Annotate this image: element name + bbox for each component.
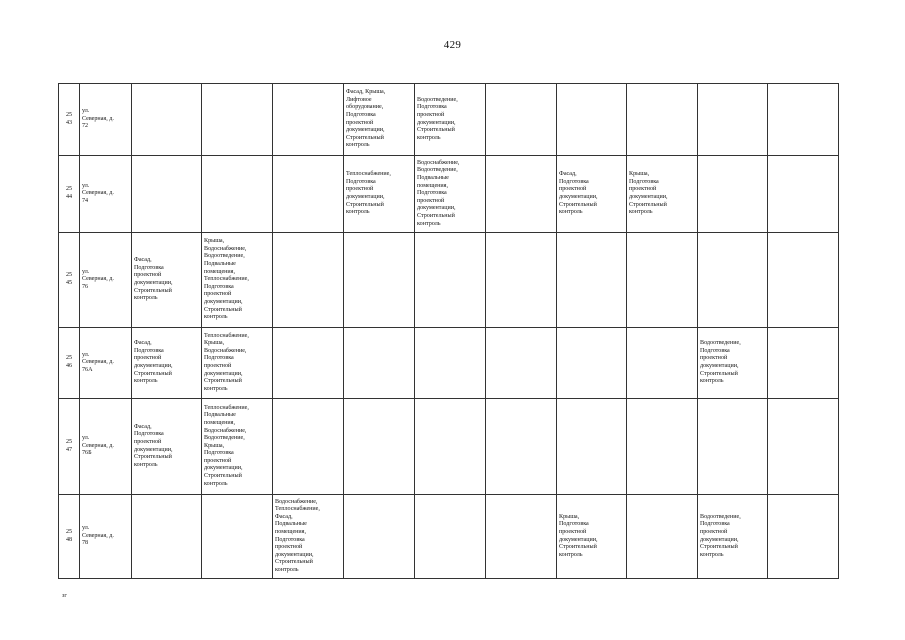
- work-line: Подвальные: [204, 412, 236, 419]
- work-cell: [768, 399, 839, 495]
- work-line: Водоснабжение,: [275, 498, 318, 505]
- work-cell: [132, 233, 202, 328]
- address-line: 76А: [82, 366, 93, 373]
- work-line: Крыша,: [629, 171, 650, 178]
- row-number-bottom: 45: [65, 280, 73, 286]
- work-line: контроль: [417, 220, 441, 227]
- work-line: контроль: [700, 551, 724, 558]
- address-cell: [80, 328, 132, 399]
- work-cell: [202, 156, 273, 233]
- row-number-top: 25: [65, 111, 73, 118]
- work-line: Подготовка: [346, 178, 376, 185]
- table-row: [59, 328, 839, 399]
- work-line: Подготовка: [417, 104, 447, 111]
- work-line: Водоснабжение,: [204, 427, 247, 434]
- work-line: Подготовка: [700, 521, 730, 528]
- work-line: Строительный: [559, 544, 597, 551]
- row-number-bottom: 48: [65, 536, 73, 543]
- row-number-cell: [59, 399, 80, 495]
- work-cell: [344, 399, 415, 495]
- work-cell: [344, 156, 415, 233]
- row-number-bottom: 44: [65, 194, 73, 200]
- work-line: контроль: [134, 295, 158, 302]
- work-line: контроль: [346, 142, 370, 149]
- address-line: Северная, д.: [82, 359, 114, 366]
- work-line: Фасад,: [275, 513, 293, 520]
- work-line: документации,: [346, 194, 385, 200]
- work-cell: [768, 156, 839, 233]
- work-line: Крыша,: [559, 513, 580, 520]
- work-line: проектной: [204, 363, 232, 369]
- work-cell: [273, 495, 344, 579]
- work-line: контроль: [275, 566, 299, 573]
- work-line: Водоотведение,: [700, 513, 741, 520]
- work-cell: [698, 156, 768, 233]
- work-line: Подготовка: [134, 264, 164, 271]
- work-cell: [698, 233, 768, 328]
- work-cell: [415, 156, 486, 233]
- work-line: контроль: [629, 209, 653, 216]
- row-number-cell: [59, 495, 80, 579]
- work-line: Строительный: [417, 212, 455, 219]
- work-line: оборудование,: [346, 104, 384, 111]
- work-line: Строительный: [700, 370, 738, 377]
- work-cell: [627, 84, 698, 156]
- work-line: проектной: [629, 186, 657, 193]
- work-line: проектной: [417, 197, 445, 204]
- address-line: 76Б: [82, 450, 92, 457]
- work-cell: [557, 84, 627, 156]
- work-line: Водоотведение,: [204, 253, 245, 260]
- work-line: Фасад,: [134, 257, 152, 264]
- work-cell: [202, 399, 273, 495]
- address-line: ул.: [82, 351, 90, 358]
- work-line: контроль: [204, 385, 228, 392]
- address-line: 74: [82, 197, 89, 204]
- work-line: контроль: [204, 480, 228, 487]
- address-line: ул.: [82, 525, 90, 532]
- work-line: Подготовка: [559, 178, 589, 185]
- work-cell: [486, 233, 557, 328]
- work-line: Теплоснабжение,: [346, 171, 391, 178]
- work-cell: [557, 399, 627, 495]
- address-line: ул.: [82, 108, 90, 115]
- work-cell: [557, 156, 627, 233]
- row-number-cell: [59, 328, 80, 399]
- address-line: ул.: [82, 268, 90, 275]
- work-line: контроль: [559, 209, 583, 216]
- work-cell: [132, 156, 202, 233]
- work-line: Подготовка: [134, 347, 164, 354]
- work-cell: [202, 495, 273, 579]
- work-line: Подготовка: [134, 431, 164, 438]
- work-line: контроль: [559, 551, 583, 558]
- work-line: документации,: [417, 119, 456, 126]
- address-line: 78: [82, 540, 89, 547]
- row-number-cell: [59, 84, 80, 156]
- work-line: проектной: [134, 272, 162, 279]
- work-line: проектной: [700, 355, 728, 362]
- footer-mark: зг: [62, 593, 67, 599]
- work-cell: [415, 495, 486, 579]
- capital-repair-schedule-table: [58, 83, 839, 579]
- work-line: Подготовка: [204, 283, 234, 290]
- work-cell: [273, 156, 344, 233]
- row-number-bottom: 47: [65, 446, 73, 453]
- work-cell: [627, 495, 698, 579]
- work-cell: [698, 495, 768, 579]
- work-cell: [698, 399, 768, 495]
- work-line: Подготовка: [275, 536, 305, 543]
- row-number-cell: [59, 233, 80, 328]
- work-cell: [486, 495, 557, 579]
- work-line: Водоотведение,: [417, 167, 458, 174]
- work-cell: [627, 233, 698, 328]
- work-line: Строительный: [417, 127, 455, 134]
- work-line: контроль: [346, 209, 370, 216]
- work-line: контроль: [134, 461, 158, 468]
- work-line: Водоснабжение,: [204, 347, 247, 354]
- work-line: Подготовка: [204, 450, 234, 457]
- address-cell: [80, 156, 132, 233]
- row-number-top: 25: [65, 438, 73, 445]
- work-cell: [486, 156, 557, 233]
- work-cell: [202, 84, 273, 156]
- work-line: Теплоснабжение,: [275, 506, 320, 513]
- work-line: документации,: [700, 536, 739, 543]
- work-line: документации,: [134, 363, 173, 369]
- work-line: Строительный: [629, 201, 667, 208]
- work-line: Водоотведение,: [700, 340, 741, 347]
- work-cell: [132, 328, 202, 399]
- work-line: Теплоснабжение,: [204, 276, 249, 283]
- address-cell: [80, 84, 132, 156]
- work-cell: [202, 328, 273, 399]
- work-cell: [698, 328, 768, 399]
- work-cell: [132, 84, 202, 156]
- address-line: 72: [82, 123, 89, 130]
- page-number: 429: [443, 39, 462, 51]
- work-cell: [768, 495, 839, 579]
- table-row: [59, 495, 839, 579]
- address-line: 76: [82, 283, 89, 290]
- work-cell: [768, 328, 839, 399]
- work-cell: [273, 84, 344, 156]
- work-line: документации,: [559, 194, 598, 200]
- work-line: проектной: [559, 186, 587, 193]
- work-line: Подготовка: [417, 190, 447, 197]
- row-number-bottom: 43: [65, 119, 73, 126]
- work-line: документации,: [204, 370, 243, 377]
- work-line: Подготовка: [700, 347, 730, 354]
- table-body: [59, 84, 839, 579]
- address-line: Северная, д.: [82, 115, 114, 122]
- work-line: Подготовка: [629, 178, 659, 185]
- row-number-bottom: 46: [65, 363, 73, 369]
- work-line: документации,: [134, 280, 173, 286]
- work-line: контроль: [134, 378, 158, 385]
- work-line: проектной: [417, 111, 445, 118]
- work-line: Подвальные: [275, 521, 307, 528]
- table-row: [59, 233, 839, 328]
- row-number-top: 25: [65, 528, 73, 535]
- work-cell: [557, 495, 627, 579]
- work-line: Строительный: [134, 370, 172, 377]
- work-cell: [486, 399, 557, 495]
- work-line: документации,: [134, 446, 173, 453]
- address-line: Северная, д.: [82, 190, 114, 197]
- work-line: Строительный: [134, 287, 172, 294]
- table-row: [59, 156, 839, 233]
- work-line: документации,: [346, 127, 385, 134]
- work-line: Крыша,: [204, 238, 225, 245]
- work-line: Фасад, Крыша,: [346, 89, 386, 96]
- work-line: помещения,: [204, 419, 235, 426]
- address-cell: [80, 233, 132, 328]
- work-line: Фасад,: [134, 423, 152, 430]
- work-line: документации,: [204, 465, 243, 472]
- work-line: помещения,: [275, 528, 306, 535]
- work-line: Строительный: [275, 559, 313, 566]
- address-cell: [80, 495, 132, 579]
- work-cell: [132, 399, 202, 495]
- work-line: документации,: [559, 536, 598, 543]
- work-line: проектной: [559, 528, 587, 535]
- address-line: ул.: [82, 182, 90, 189]
- work-line: документации,: [275, 551, 314, 558]
- work-line: Строительный: [204, 378, 242, 385]
- work-line: проектной: [134, 438, 162, 445]
- work-cell: [627, 156, 698, 233]
- address-line: ул.: [82, 435, 90, 442]
- work-cell: [627, 328, 698, 399]
- address-line: Северная, д.: [82, 532, 114, 539]
- work-cell: [486, 328, 557, 399]
- work-line: Водоснабжение,: [204, 245, 247, 252]
- work-cell: [202, 233, 273, 328]
- work-cell: [273, 328, 344, 399]
- work-cell: [344, 233, 415, 328]
- work-cell: [557, 328, 627, 399]
- work-line: Строительный: [204, 306, 242, 313]
- work-line: Водоотведение,: [204, 435, 245, 442]
- row-number-top: 25: [65, 355, 73, 362]
- work-line: проектной: [204, 457, 232, 464]
- work-line: контроль: [700, 378, 724, 385]
- table-row: [59, 84, 839, 156]
- work-cell: [344, 328, 415, 399]
- work-cell: [698, 84, 768, 156]
- work-line: Строительный: [134, 454, 172, 461]
- work-line: Крыша,: [204, 442, 225, 449]
- row-number-top: 25: [65, 272, 73, 279]
- work-cell: [486, 84, 557, 156]
- work-cell: [627, 399, 698, 495]
- work-line: проектной: [346, 186, 374, 193]
- work-line: проектной: [346, 119, 374, 126]
- work-cell: [415, 84, 486, 156]
- work-cell: [132, 495, 202, 579]
- work-line: документации,: [700, 363, 739, 369]
- work-cell: [273, 233, 344, 328]
- address-line: Северная, д.: [82, 276, 114, 283]
- address-cell: [80, 399, 132, 495]
- work-cell: [344, 495, 415, 579]
- row-number-top: 25: [65, 186, 73, 193]
- work-cell: [415, 233, 486, 328]
- work-line: проектной: [134, 355, 162, 362]
- address-line: Северная, д.: [82, 442, 114, 449]
- work-line: Подготовка: [204, 355, 234, 362]
- work-line: Подготовка: [559, 521, 589, 528]
- work-line: Строительный: [346, 134, 384, 141]
- table-row: [59, 399, 839, 495]
- work-cell: [415, 328, 486, 399]
- work-line: Фасад,: [134, 340, 152, 347]
- work-line: Строительный: [559, 201, 597, 208]
- work-line: проектной: [700, 528, 728, 535]
- row-number-cell: [59, 156, 80, 233]
- work-cell: [273, 399, 344, 495]
- work-cell: [344, 84, 415, 156]
- work-line: Водоотведение,: [417, 96, 458, 103]
- work-line: Теплоснабжение,: [204, 404, 249, 411]
- work-line: Подвальные: [204, 261, 236, 268]
- work-cell: [768, 84, 839, 156]
- work-line: Крыша,: [204, 340, 225, 347]
- work-line: Водоснабжение,: [417, 159, 460, 166]
- work-line: Подвальные: [417, 175, 449, 182]
- work-line: помещения,: [204, 268, 235, 275]
- work-cell: [415, 399, 486, 495]
- work-line: документации,: [417, 205, 456, 212]
- work-line: Строительный: [346, 201, 384, 208]
- work-line: контроль: [417, 134, 441, 141]
- work-line: проектной: [275, 544, 303, 551]
- work-line: Фасад,: [559, 171, 577, 178]
- work-line: документации,: [204, 298, 243, 305]
- work-line: Строительный: [700, 544, 738, 551]
- work-line: Теплоснабжение,: [204, 332, 249, 339]
- work-cell: [768, 233, 839, 328]
- work-cell: [557, 233, 627, 328]
- work-line: проектной: [204, 291, 232, 298]
- work-line: помещения,: [417, 182, 448, 189]
- work-line: контроль: [204, 314, 228, 321]
- work-line: Лифтовое: [346, 96, 372, 103]
- work-line: документации,: [629, 194, 668, 200]
- work-line: Строительный: [204, 473, 242, 480]
- work-line: Подготовка: [346, 111, 376, 118]
